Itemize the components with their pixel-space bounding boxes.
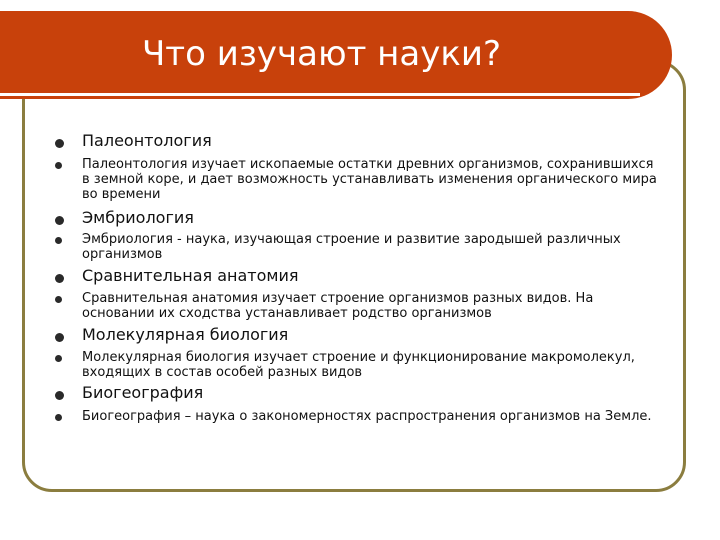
bullet-icon [55, 216, 64, 225]
bullet-icon [55, 274, 64, 283]
heading-text: Биогеография [82, 383, 204, 402]
description-text: Палеонтология изучает ископаемые остатки древних организмов, сохранившихся в земной коре, и дает возможность устанавливать изменения органического мира во времени [82, 157, 657, 202]
heading-text: Эмбриология [82, 208, 194, 227]
description-text: Эмбриология - наука, изучающая строение и развитие зародышей различных организмов [82, 232, 621, 262]
bullet-icon [55, 333, 64, 342]
bullet-icon [55, 237, 62, 244]
description-text: Биогеография – наука о закономерностях распространения организмов на Земле. [82, 409, 652, 424]
bullet-icon [55, 414, 62, 421]
bullet-icon [55, 355, 62, 362]
heading-text: Сравнительная анатомия [82, 266, 299, 285]
bullet-icon [55, 391, 64, 400]
bullet-icon [55, 296, 62, 303]
heading-text: Молекулярная биология [82, 325, 289, 344]
description-text: Сравнительная анатомия изучает строение организмов разных видов. На основании их сходства устанавливает родство организмов [82, 291, 594, 321]
slide-title: Что изучают науки? [142, 34, 502, 74]
bullet-icon [55, 162, 62, 169]
description-text: Молекулярная биология изучает строение и функционирование макромолекул, входящих в состав особей разных видов [82, 350, 635, 380]
heading-text: Палеонтология [82, 131, 212, 150]
bullet-icon [55, 139, 64, 148]
